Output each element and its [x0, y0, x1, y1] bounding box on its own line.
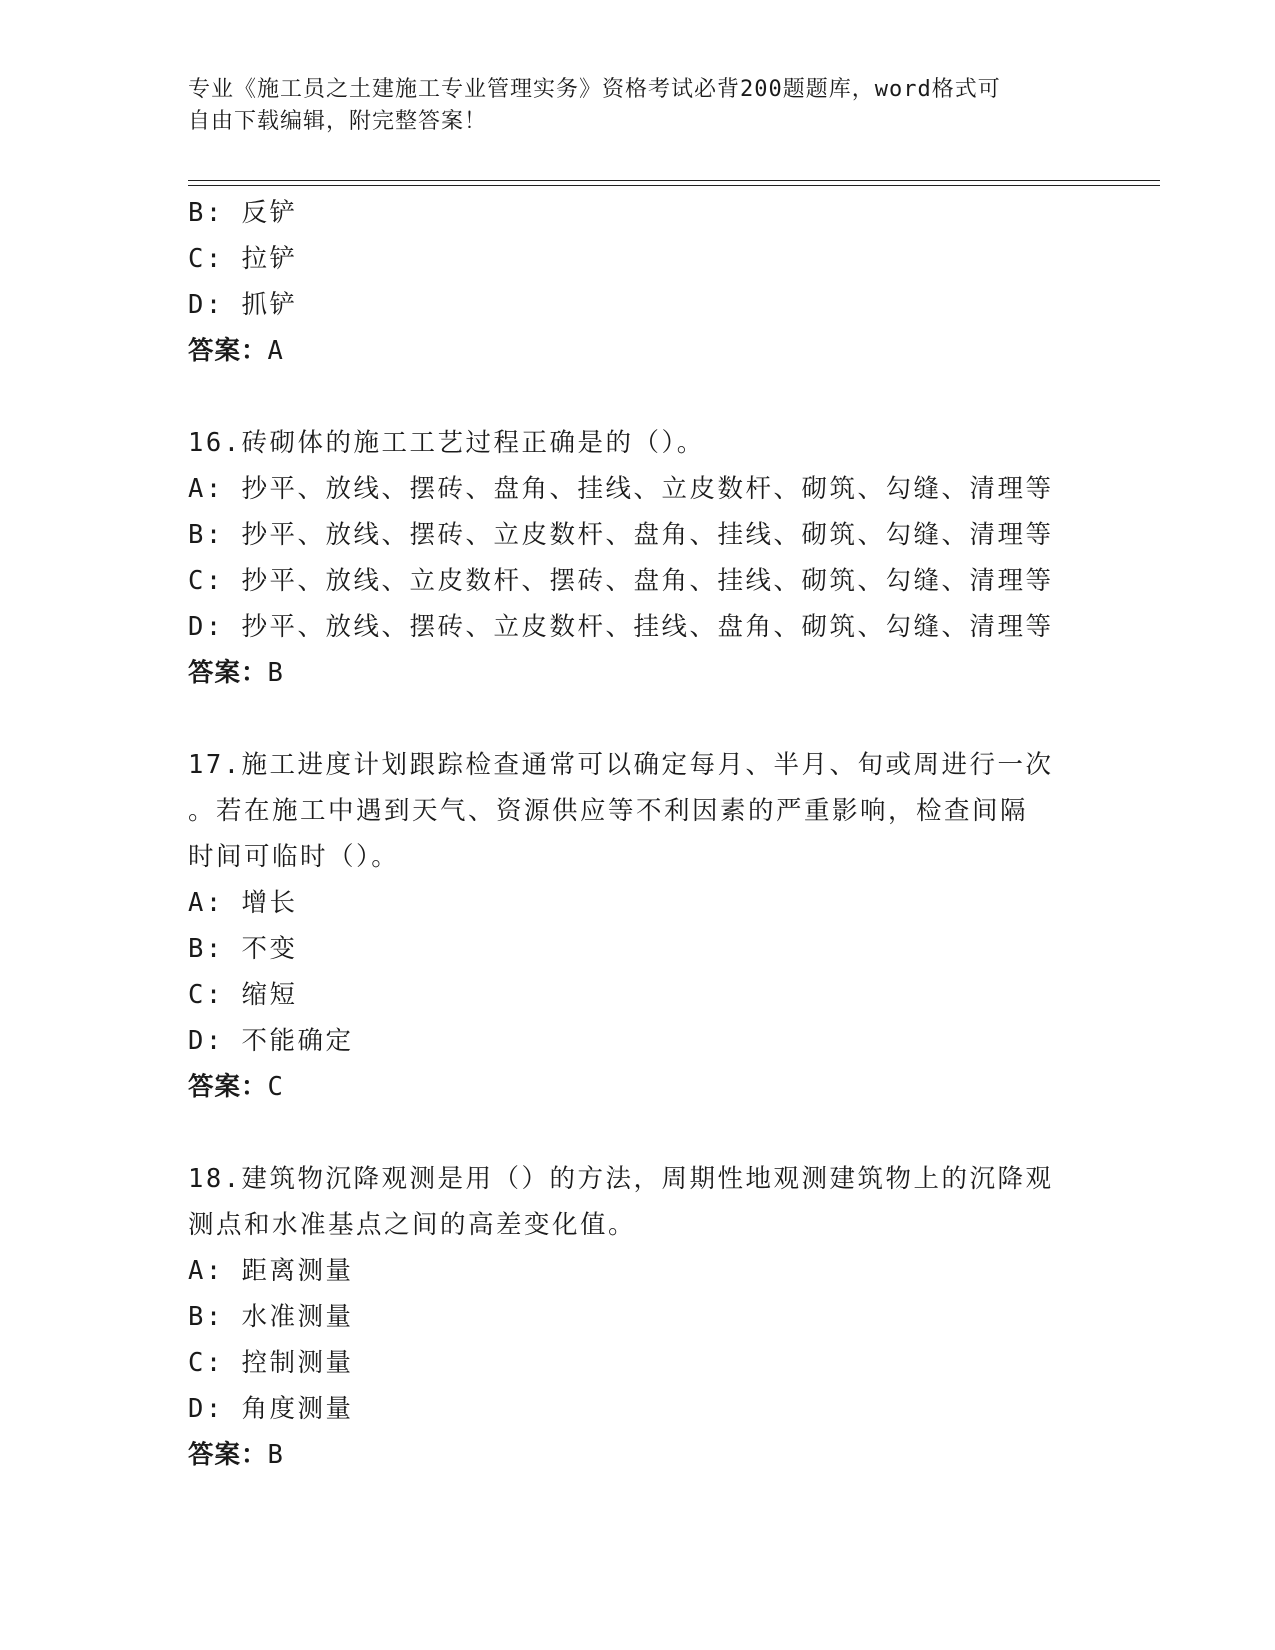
question-stem-line-1: 17.施工进度计划跟踪检查通常可以确定每月、半月、旬或周进行一次 — [188, 750, 1054, 780]
option-d: D: 抓铲 — [188, 290, 298, 320]
header-divider-top — [188, 180, 1160, 181]
spacer — [188, 1110, 1148, 1156]
option-c: C: 抄平、放线、立皮数杆、摆砖、盘角、挂线、砌筑、勾缝、清理等 — [188, 566, 1054, 596]
answer-value: B — [267, 658, 284, 688]
answer-line — [188, 1064, 1148, 1110]
answer-line — [188, 650, 1148, 696]
option-b: B: 不变 — [188, 934, 298, 964]
question-stem: 16.砖砌体的施工工艺过程正确是的（）。 — [188, 428, 705, 458]
option-c: C: 缩短 — [188, 980, 298, 1010]
question-stem-line-2: 。若在施工中遇到天气、资源供应等不利因素的严重影响，检查间隔 — [188, 796, 1029, 826]
question-stem-line-2: 测点和水准基点之间的高差变化值。 — [188, 1210, 637, 1240]
option-c: C: 拉铲 — [188, 244, 298, 274]
answer-label: 答案： — [188, 1072, 268, 1102]
document-header — [188, 74, 1088, 138]
option-a: A: 抄平、放线、摆砖、盘角、挂线、立皮数杆、砌筑、勾缝、清理等 — [188, 474, 1054, 504]
option-d: D: 角度测量 — [188, 1394, 354, 1424]
spacer — [188, 696, 1148, 742]
question-block-16 — [188, 420, 1148, 696]
answer-value: C — [267, 1072, 284, 1102]
answer-label: 答案： — [188, 336, 268, 366]
header-divider-bottom — [188, 185, 1160, 186]
question-list — [188, 190, 1148, 1478]
question-block-15-tail — [188, 190, 1148, 374]
spacer — [188, 374, 1148, 420]
question-stem-line-3: 时间可临时（）。 — [188, 842, 400, 872]
answer-value: A — [267, 336, 284, 366]
answer-line — [188, 328, 1148, 374]
option-b: B: 水准测量 — [188, 1302, 354, 1332]
answer-value: B — [267, 1440, 284, 1470]
option-a: A: 增长 — [188, 888, 298, 918]
option-d: D: 不能确定 — [188, 1026, 354, 1056]
question-block-17 — [188, 742, 1148, 1110]
option-d: D: 抄平、放线、摆砖、立皮数杆、挂线、盘角、砌筑、勾缝、清理等 — [188, 612, 1054, 642]
option-a: A: 距离测量 — [188, 1256, 354, 1286]
answer-line — [188, 1432, 1148, 1478]
answer-label: 答案： — [188, 1440, 268, 1470]
header-title-line-1: 专业《施工员之土建施工专业管理实务》资格考试必背200题题库，word格式可 — [188, 77, 1001, 102]
header-title-line-2: 自由下载编辑，附完整答案！ — [188, 109, 488, 134]
option-b: B: 抄平、放线、摆砖、立皮数杆、盘角、挂线、砌筑、勾缝、清理等 — [188, 520, 1054, 550]
option-c: C: 控制测量 — [188, 1348, 354, 1378]
answer-label: 答案： — [188, 658, 268, 688]
option-b: B: 反铲 — [188, 198, 298, 228]
question-block-18 — [188, 1156, 1148, 1478]
question-stem-line-1: 18.建筑物沉降观测是用（）的方法，周期性地观测建筑物上的沉降观 — [188, 1164, 1054, 1194]
